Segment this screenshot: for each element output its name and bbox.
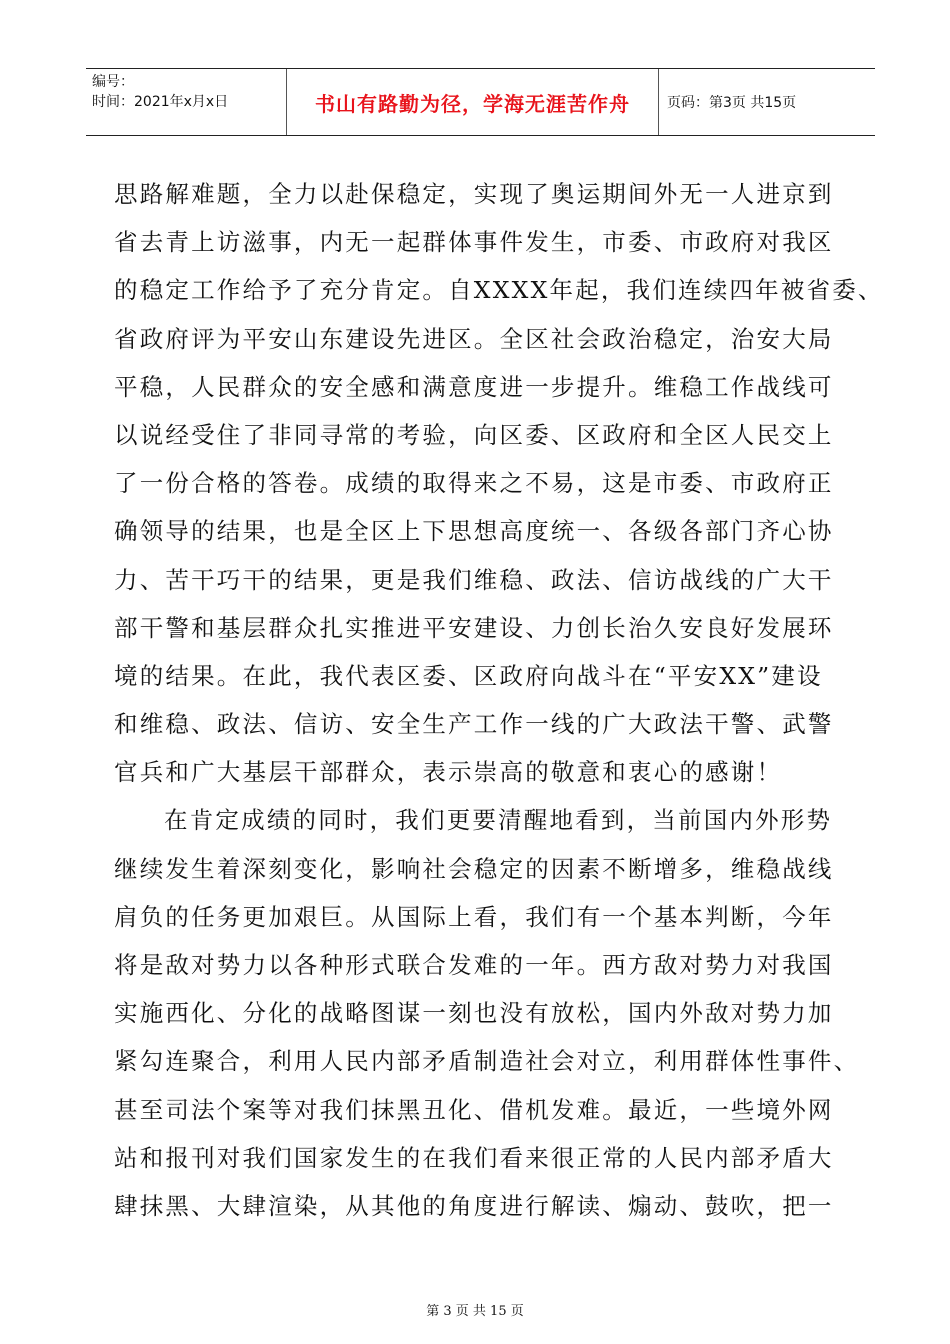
header-motto-cell — [287, 69, 659, 135]
header-motto: 书山有路勤为径，学海无涯苦作舟 — [315, 91, 630, 116]
text-line: 实施西化、分化的战略图谋一刻也没有放松，国内外敌对势力加 — [114, 999, 834, 1028]
text-line: 省去青上访滋事，内无一起群体事件发生，市委、市政府对我区 — [114, 228, 834, 257]
text-line: 境的结果。在此，我代表区委、区政府向战斗在“平安XX”建设 — [114, 661, 823, 690]
text-line: 部干警和基层群众扎实推进平安建设、力创长治久安良好发展环 — [114, 613, 834, 642]
text-line: 紧勾连聚合，利用人民内部矛盾制造社会对立，利用群体性事件、 — [114, 1047, 860, 1076]
text-line: 肆抹黑、大肆渲染，从其他的角度进行解读、煽动、鼓吹，把一 — [114, 1191, 834, 1220]
text-line: 和维稳、政法、信访、安全生产工作一线的广大政法干警、武警 — [114, 710, 834, 739]
page-header-table — [86, 68, 875, 136]
text-line: 了一份合格的答卷。成绩的取得来之不易，这是市委、市政府正 — [114, 469, 834, 498]
text-line: 省政府评为平安山东建设先进区。全区社会政治稳定，治安大局 — [114, 324, 834, 353]
text-line: 站和报刊对我们国家发生的在我们看来很正常的人民内部矛盾大 — [114, 1143, 834, 1172]
text-line: 的稳定工作给予了充分肯定。自XXXX年起，我们连续四年被省委、 — [114, 276, 884, 305]
document-time-label: 时间：2021年x月x日 — [92, 94, 229, 110]
page-footer: 第 3 页 共 15 页 — [426, 1304, 524, 1319]
header-page-cell — [659, 69, 875, 135]
text-line: 甚至司法个案等对我们抹黑丑化、借机发难。最近，一些境外网 — [114, 1095, 834, 1124]
text-line: 平稳，人民群众的安全感和满意度进一步提升。维稳工作战线可 — [114, 372, 834, 401]
text-line: 官兵和广大基层干部群众，表示崇高的敬意和衷心的感谢！ — [114, 758, 783, 787]
document-body — [114, 170, 884, 1230]
header-meta-cell — [86, 69, 287, 135]
paragraph-first-line: 在肯定成绩的同时，我们更要清醒地看到，当前国内外形势 — [164, 806, 833, 835]
header-page-info: 页码：第3页 共15页 — [667, 95, 797, 111]
text-line: 继续发生着深刻变化，影响社会稳定的因素不断增多，维稳战线 — [114, 854, 834, 883]
text-line: 肩负的任务更加艰巨。从国际上看，我们有一个基本判断，今年 — [114, 902, 834, 931]
text-line: 将是敌对势力以各种形式联合发难的一年。西方敌对势力对我国 — [114, 951, 834, 979]
text-line: 思路解难题，全力以赴保稳定，实现了奥运期间外无一人进京到 — [114, 180, 834, 208]
text-line: 力、苦干巧干的结果，更是我们维稳、政法、信访战线的广大干 — [114, 565, 834, 594]
text-line: 确领导的结果，也是全区上下思想高度统一、各级各部门齐心协 — [114, 517, 834, 546]
text-line: 以说经受住了非同寻常的考验，向区委、区政府和全区人民交上 — [114, 420, 834, 449]
document-number-label: 编号： — [92, 74, 134, 90]
